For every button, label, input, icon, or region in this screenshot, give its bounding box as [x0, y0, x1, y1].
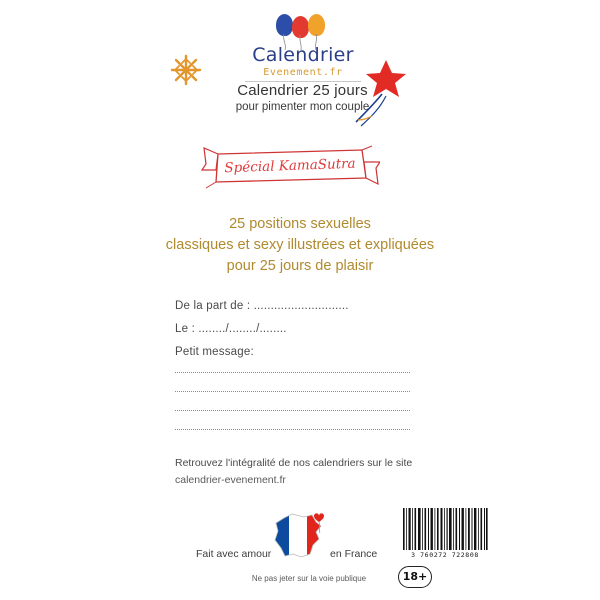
title-line-1: Calendrier 25 jours [237, 82, 368, 99]
balloon-strings-icon [268, 34, 338, 50]
balloons-icon [268, 14, 338, 48]
shooting-star-icon [352, 56, 412, 132]
product-description [130, 214, 470, 277]
disposal-notice: Ne pas jeter sur la voie publique [251, 574, 367, 583]
made-in-france-text: en France [330, 548, 378, 560]
age-restriction-badge: 18+ [398, 566, 432, 588]
message-write-line-4[interactable] [175, 429, 410, 430]
date-field-label[interactable]: Le : ......../......../........ [175, 323, 287, 335]
message-write-line-1[interactable] [175, 372, 410, 373]
brand-domain: Evenement.fr [263, 66, 343, 78]
message-field-label: Petit message: [175, 346, 254, 358]
message-write-line-2[interactable] [175, 391, 410, 392]
desc-line-2: classiques et sexy illustrées et expliquées [165, 237, 435, 254]
title-line-2: pour pimenter mon couple [235, 101, 370, 113]
website-note-text: Retrouvez l'intégralité de nos calendriers sur le site [175, 457, 413, 469]
ribbon-label: Spécial KamaSutra [224, 155, 356, 177]
barcode [402, 508, 488, 562]
barcode-icon [402, 508, 488, 550]
gift-message-form [175, 300, 425, 369]
made-with-love-text: Fait avec amour [196, 548, 272, 560]
balloon-orange [308, 14, 325, 36]
from-field-label[interactable]: De la part de : ............................ [175, 300, 349, 312]
balloon-blue [276, 14, 293, 36]
message-write-line-3[interactable] [175, 410, 410, 411]
heart-balloon-icon [310, 508, 336, 534]
brand-logo [238, 14, 368, 82]
website-note [175, 455, 435, 489]
brand-name: Calendrier [252, 44, 354, 66]
desc-line-1: 25 positions sexuelles [229, 216, 371, 232]
website-url[interactable]: calendrier-evenement.fr [175, 473, 286, 486]
barcode-number: 3 760272 722808 [411, 551, 479, 559]
desc-line-3: pour 25 jours de plaisir [226, 258, 374, 275]
